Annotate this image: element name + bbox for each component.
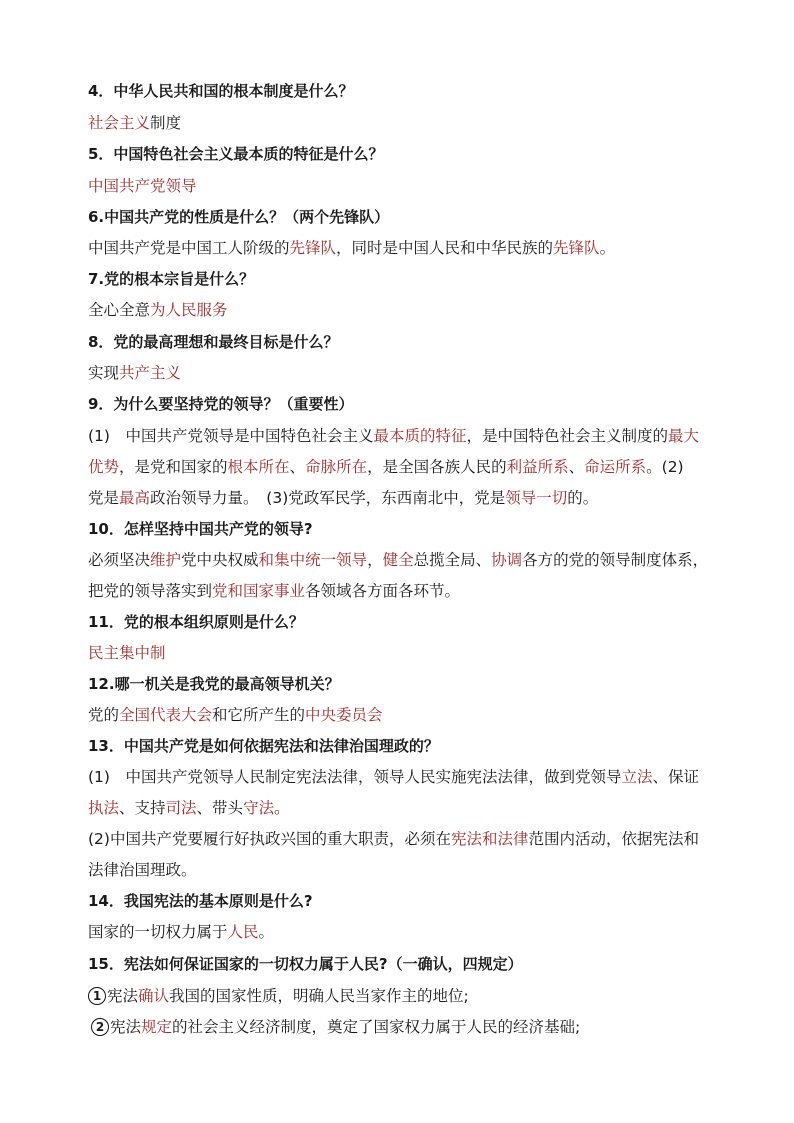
question-9: 9．为什么要坚持党的领导？（重要性） [88,395,354,413]
text: 宪法 [107,987,139,1005]
text: 总揽全局、 [413,551,492,569]
highlight: 司法 [165,799,197,817]
text: (2)中国共产党要履行好执政兴国的重大职责，必须在 [88,830,451,848]
text: 。(2) [646,458,684,476]
answer-9-line-2 [88,456,684,478]
answer-7-highlight: 为人民服务 [150,301,228,319]
text: 党中央权威 [181,551,259,569]
text: 、支持 [119,799,166,817]
highlight: 人民 [227,923,259,941]
question-15: 15．宪法如何保证国家的一切权力属于人民?（一确认，四规定） [88,955,523,973]
answer-14 [88,921,274,943]
answer-15-point-1 [88,985,469,1007]
highlight: 集中统一领导 [274,551,368,569]
highlight: 全国代表大会 [119,706,213,724]
highlight: 健全 [382,551,414,569]
answer-6-text: ，同时是中国人民和中华民族的 [336,239,554,257]
highlight: 党和国家事业 [212,582,306,600]
text: ，是全国各族人民的 [367,458,507,476]
highlight: 规定 [141,1018,173,1036]
answer-6-highlight: 先锋队 [289,239,337,257]
text: 各方的党的领导制度体系， [522,551,709,569]
answer-15-point-2 [91,1016,580,1038]
highlight: 维护 [150,551,182,569]
answer-8-text: 实现 [88,364,120,382]
highlight: 守法 [243,799,275,817]
answer-13-line-2 [88,797,290,819]
highlight: 命脉所在 [305,458,368,476]
text: 、 [568,458,585,476]
text: 必须坚决 [88,551,151,569]
answer-9-line-3 [88,487,598,509]
text: 政治领导力量。 (3)党政军民学，东西南北中，党是 [150,489,506,507]
circled-number: 2 [91,1018,109,1036]
highlight: 最高 [119,489,151,507]
text: 党的 [88,706,120,724]
text: 。 [274,799,290,817]
answer-9-line-1 [88,425,699,447]
highlight: 最大 [668,427,700,445]
text: (1) 中国共产党领导是中国特色社会主义 [88,427,374,445]
text: 。 [258,923,275,941]
text: ，是中国特色社会主义制度的 [466,427,668,445]
text: 和它所产生的 [212,706,306,724]
answer-7-text: 全心全意 [88,301,151,319]
circled-number: 1 [88,987,106,1005]
answer-5-highlight: 中国共产党领导 [88,177,197,195]
text: 范围内活动，依据宪法和 [528,830,699,848]
text: 我国的国家性质，明确人民当家作主的地位; [169,987,469,1005]
highlight: 中央委员会 [305,706,383,724]
highlight: 确认 [138,987,170,1005]
answer-12 [88,704,383,726]
answer-8 [88,362,181,384]
answer-4-highlight: 社会主义 [88,114,151,132]
text: ， [367,551,383,569]
text: 党是 [88,489,120,507]
question-8: 8．党的最高理想和最终目标是什么？ [88,333,339,351]
text: 、 [289,458,306,476]
answer-6-highlight: 先锋队 [553,239,600,257]
highlight: 领导一切 [505,489,568,507]
answer-8-highlight: 共产主义 [119,364,182,382]
highlight: 最本质的特征 [373,427,467,445]
answer-11-highlight: 民主集中制 [88,644,166,662]
highlight: 执法 [88,799,120,817]
answer-7 [88,299,228,321]
text: 的社会主义经济制度，奠定了国家权力属于人民的经济基础; [172,1018,581,1036]
highlight: 立法 [621,768,653,786]
answer-13-line-4: 法律治国理政。 [88,861,197,879]
text: 、带头 [196,799,244,817]
answer-6-text: 中国共产党是中国工人阶级的 [88,239,290,257]
answer-13-line-3 [88,828,699,850]
answer-5 [88,175,197,197]
answer-10-line-1 [88,549,708,571]
answer-11 [88,642,166,664]
answer-6 [88,237,615,259]
text: 、保证 [652,768,699,786]
answer-4-text: 制度 [150,114,182,132]
text: 宪法 [110,1018,142,1036]
question-11: 11．党的根本组织原则是什么？ [88,613,304,631]
question-7: 7.党的根本宗旨是什么？ [88,270,255,288]
text: 国家的一切权力属于 [88,923,228,941]
question-10: 10．怎样坚持中国共产党的领导? [88,520,313,538]
question-12: 12.哪一机关是我党的最高领导机关？ [88,675,340,693]
text: 的。 [567,489,599,507]
answer-4 [88,112,181,134]
question-4: 4．中华人民共和国的根本制度是什么？ [88,82,354,100]
text: ，是党和国家的 [119,458,228,476]
answer-10-line-2 [88,580,460,602]
highlight: 优势 [88,458,120,476]
highlight: 协调 [491,551,523,569]
question-6: 6.中国共产党的性质是什么？（两个先锋队） [88,208,390,226]
text: 各领域各方面各环节。 [305,582,461,600]
answer-6-text: 。 [599,239,616,257]
answer-13-line-1 [88,766,699,788]
question-14: 14．我国宪法的基本原则是什么? [88,892,313,910]
highlight: 宪法和法律 [450,830,529,848]
question-13: 13．中国共产党是如何依据宪法和法律治国理政的？ [88,737,439,755]
text: 把党的领导落实到 [88,582,213,600]
highlight: 根本所在 [227,458,290,476]
question-5: 5．中国特色社会主义最本质的特征是什么？ [88,145,384,163]
highlight: 命运所系 [584,458,647,476]
highlight: 利益所系 [506,458,569,476]
highlight: 和 [258,551,275,569]
text: (1) 中国共产党领导人民制定宪法法律，领导人民实施宪法法律，做到党领导 [88,768,622,786]
